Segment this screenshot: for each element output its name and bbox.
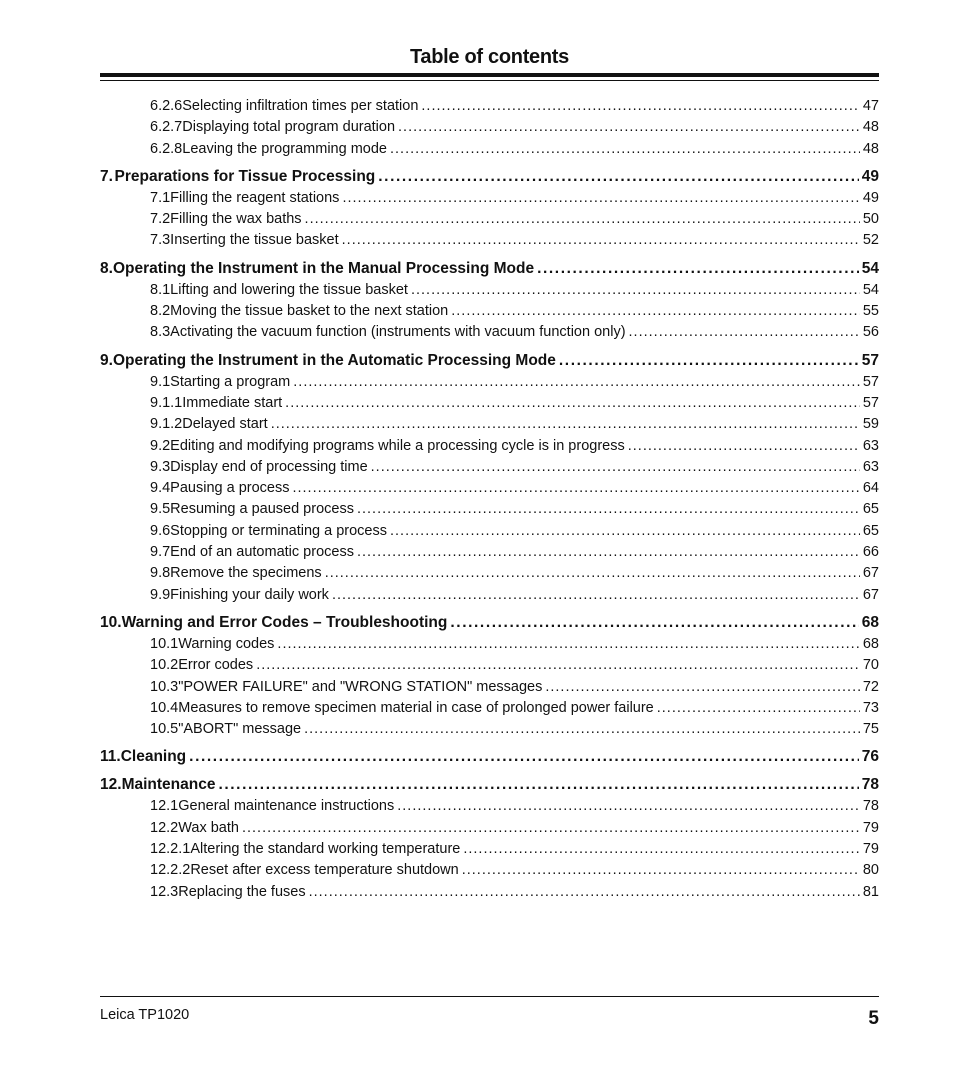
toc-entry-page: 79 (862, 841, 879, 858)
toc-chapter-entry[interactable] (100, 614, 879, 636)
toc-entry-page: 54 (862, 281, 879, 298)
toc-section-entry[interactable] (100, 374, 879, 395)
toc-entry-title: Editing and modifying programs while a processing cycle is in progress (170, 437, 625, 454)
toc-entry-number: 9.3 (150, 458, 171, 475)
toc-entry-number: 12.1 (150, 798, 179, 815)
toc-entry-page: 67 (862, 565, 879, 582)
toc-section-entry[interactable] (100, 862, 879, 883)
toc-entry-number: 7.1 (150, 189, 171, 206)
toc-entry-page: 81 (862, 883, 879, 900)
toc-entry-number: 10.3 (150, 678, 179, 695)
footer-rule (100, 996, 879, 997)
toc-entry-page: 65 (862, 501, 879, 518)
toc-entry-title: Stopping or terminating a process (170, 522, 387, 539)
toc-entry-number: 6.2.8 (150, 140, 183, 157)
toc-entry-title: Lifting and lowering the tissue basket (170, 281, 408, 298)
toc-section-entry[interactable] (100, 98, 879, 119)
toc-entry-title: Operating the Instrument in the Manual Processing Mode (112, 259, 535, 277)
toc-entry-page: 48 (862, 140, 879, 157)
toc-entry-number: 8.2 (150, 303, 171, 320)
toc-section-entry[interactable] (100, 303, 879, 324)
toc-dot-leader (357, 544, 860, 560)
toc-entry-number: 10.4 (150, 699, 179, 716)
table-of-contents (100, 98, 879, 905)
toc-chapter-entry[interactable] (100, 748, 879, 770)
toc-dot-leader (292, 480, 859, 496)
toc-section-entry[interactable] (100, 324, 879, 345)
toc-entry-number: 9.2 (150, 437, 171, 454)
footer-page-number: 5 (868, 1008, 879, 1029)
toc-entry-number: 9.1.1 (150, 394, 183, 411)
toc-dot-leader (559, 352, 859, 370)
toc-entry-title: End of an automatic process (170, 544, 354, 561)
toc-entry-title: Cleaning (120, 748, 187, 766)
toc-section-entry[interactable] (100, 438, 879, 459)
toc-section-entry[interactable] (100, 884, 879, 905)
toc-entry-number: 7. (100, 167, 113, 185)
toc-dot-leader (271, 416, 860, 432)
toc-entry-page: 57 (861, 351, 879, 369)
toc-section-entry[interactable] (100, 657, 879, 678)
toc-dot-leader (378, 168, 858, 186)
toc-entry-number: 12.2.1 (150, 841, 191, 858)
toc-entry-title: Moving the tissue basket to the next station (170, 303, 449, 320)
toc-entry-number: 11. (100, 748, 121, 766)
toc-entry-page: 50 (862, 211, 879, 228)
toc-entry-title: Error codes (178, 657, 254, 674)
title-rule-thick (100, 73, 879, 77)
toc-entry-page: 57 (862, 394, 879, 411)
toc-chapter-entry[interactable] (100, 260, 879, 282)
toc-entry-page: 59 (862, 416, 879, 433)
toc-dot-leader (629, 324, 860, 340)
toc-entry-page: 47 (862, 98, 879, 114)
toc-entry-page: 54 (861, 259, 879, 277)
toc-dot-leader (277, 636, 859, 652)
toc-entry-title: Filling the reagent stations (170, 189, 340, 206)
toc-entry-title: Preparations for Tissue Processing (114, 167, 376, 185)
toc-section-entry[interactable] (100, 211, 879, 232)
toc-section-entry[interactable] (100, 119, 879, 140)
toc-section-entry[interactable] (100, 798, 879, 819)
toc-entry-title: Reset after excess temperature shutdown (190, 862, 459, 879)
toc-section-entry[interactable] (100, 282, 879, 303)
toc-entry-number: 10.5 (150, 721, 179, 738)
toc-section-entry[interactable] (100, 232, 879, 253)
toc-entry-number: 8.3 (150, 324, 171, 341)
toc-entry-number: 8.1 (150, 281, 171, 298)
toc-entry-number: 12.3 (150, 883, 179, 900)
toc-dot-leader (463, 841, 860, 857)
toc-entry-number: 7.2 (150, 211, 171, 228)
toc-dot-leader (628, 438, 860, 454)
toc-entry-number: 7.3 (150, 232, 171, 249)
toc-entry-title: General maintenance instructions (178, 798, 395, 815)
toc-entry-number: 6.2.6 (150, 98, 183, 114)
footer-product-name: Leica TP1020 (100, 1007, 190, 1023)
toc-entry-title: Inserting the tissue basket (170, 232, 339, 249)
toc-entry-page: 65 (862, 522, 879, 539)
toc-dot-leader (293, 374, 860, 390)
toc-dot-leader (309, 884, 860, 900)
toc-entry-title: Selecting infiltration times per station (182, 98, 419, 114)
toc-entry-title: Pausing a process (170, 480, 290, 497)
toc-entry-page: 70 (862, 657, 879, 674)
toc-dot-leader (342, 190, 859, 206)
toc-entry-title: Starting a program (170, 373, 291, 390)
toc-entry-title: Warning and Error Codes – Troubleshooting (121, 613, 448, 631)
toc-entry-page: 79 (862, 819, 879, 836)
toc-section-entry[interactable] (100, 395, 879, 416)
toc-dot-leader (332, 587, 860, 603)
toc-dot-leader (390, 141, 860, 157)
toc-entry-title: Displaying total program duration (182, 119, 396, 136)
toc-entry-page: 49 (861, 167, 879, 185)
toc-dot-leader (304, 721, 860, 737)
toc-entry-number: 6.2.7 (150, 119, 183, 136)
toc-dot-leader (325, 565, 860, 581)
toc-entry-page: 73 (862, 699, 879, 716)
title-rule-thin (100, 80, 879, 81)
toc-entry-title: Filling the wax baths (170, 211, 302, 228)
toc-entry-page: 66 (862, 544, 879, 561)
toc-section-entry[interactable] (100, 544, 879, 565)
toc-chapter-entry[interactable] (100, 352, 879, 374)
toc-entry-title: "POWER FAILURE" and "WRONG STATION" messages (178, 678, 543, 695)
toc-entry-number: 12.2.2 (150, 862, 191, 879)
toc-dot-leader (189, 748, 859, 766)
toc-section-entry[interactable] (100, 480, 879, 501)
toc-dot-leader (450, 614, 858, 632)
toc-entry-page: 56 (862, 324, 879, 341)
toc-entry-title: Resuming a paused process (170, 501, 354, 518)
toc-entry-page: 72 (862, 678, 879, 695)
toc-dot-leader (397, 798, 860, 814)
toc-section-entry[interactable] (100, 700, 879, 721)
toc-entry-number: 9.8 (150, 565, 171, 582)
toc-dot-leader (218, 776, 858, 794)
toc-entry-page: 52 (862, 232, 879, 249)
toc-entry-title: "ABORT" message (178, 721, 302, 738)
toc-section-entry[interactable] (100, 587, 879, 608)
toc-entry-page: 48 (862, 119, 879, 136)
toc-entry-title: Altering the standard working temperature (190, 841, 461, 858)
toc-section-entry[interactable] (100, 190, 879, 211)
toc-section-entry[interactable] (100, 721, 879, 742)
toc-chapter-entry[interactable] (100, 168, 879, 190)
toc-dot-leader (342, 232, 860, 248)
toc-entry-number: 12.2 (150, 819, 179, 836)
toc-entry-page: 49 (862, 189, 879, 206)
toc-dot-leader (411, 282, 860, 298)
toc-section-entry[interactable] (100, 679, 879, 700)
toc-entry-title: Activating the vacuum function (instruments with vacuum function only) (170, 324, 626, 341)
toc-dot-leader (421, 98, 859, 114)
toc-entry-number: 9.5 (150, 501, 171, 518)
toc-entry-title: Display end of processing time (170, 458, 368, 475)
toc-entry-number: 12. (100, 776, 122, 794)
toc-dot-leader (537, 260, 859, 278)
toc-dot-leader (357, 501, 860, 517)
toc-entry-title: Warning codes (178, 635, 275, 652)
toc-entry-number: 10. (100, 613, 122, 631)
toc-entry-title: Finishing your daily work (170, 586, 329, 603)
toc-dot-leader (390, 523, 860, 539)
toc-section-entry[interactable] (100, 841, 879, 862)
toc-dot-leader (256, 657, 860, 673)
toc-section-entry[interactable] (100, 636, 879, 657)
toc-entry-number: 9.1 (150, 373, 171, 390)
toc-entry-number: 9. (100, 351, 113, 369)
toc-section-entry[interactable] (100, 565, 879, 586)
toc-section-entry[interactable] (100, 416, 879, 437)
toc-dot-leader (451, 303, 860, 319)
toc-entry-page: 55 (862, 303, 879, 320)
toc-entry-title: Wax bath (178, 819, 239, 836)
toc-section-entry[interactable] (100, 501, 879, 522)
toc-dot-leader (371, 459, 860, 475)
toc-entry-page: 75 (862, 721, 879, 738)
toc-entry-title: Immediate start (182, 394, 283, 411)
toc-entry-page: 63 (862, 458, 879, 475)
toc-entry-page: 68 (861, 613, 879, 631)
toc-entry-number: 9.6 (150, 522, 171, 539)
toc-entry-number: 9.1.2 (150, 416, 183, 433)
toc-dot-leader (242, 820, 860, 836)
toc-entry-title: Replacing the fuses (178, 883, 306, 900)
toc-entry-page: 57 (862, 373, 879, 390)
toc-section-entry[interactable] (100, 820, 879, 841)
toc-entry-number: 9.9 (150, 586, 171, 603)
toc-chapter-entry[interactable] (100, 776, 879, 798)
toc-dot-leader (305, 211, 860, 227)
toc-entry-number: 9.4 (150, 480, 171, 497)
toc-entry-number: 10.2 (150, 657, 179, 674)
toc-entry-title: Operating the Instrument in the Automatic Processing Mode (112, 351, 556, 369)
toc-entry-title: Delayed start (182, 416, 268, 433)
toc-entry-title: Remove the specimens (170, 565, 322, 582)
toc-entry-number: 9.7 (150, 544, 171, 561)
toc-entry-title: Maintenance (121, 776, 216, 794)
toc-entry-page: 76 (861, 748, 879, 766)
toc-section-entry[interactable] (100, 459, 879, 480)
toc-entry-page: 68 (862, 635, 879, 652)
toc-entry-number: 8. (100, 259, 113, 277)
toc-dot-leader (398, 119, 860, 135)
toc-entry-page: 80 (862, 862, 879, 879)
toc-entry-title: Measures to remove specimen material in case of prolonged power failure (178, 699, 654, 716)
toc-entry-number: 10.1 (150, 635, 179, 652)
toc-dot-leader (657, 700, 860, 716)
toc-dot-leader (285, 395, 860, 411)
page-title: Table of contents (410, 46, 569, 68)
toc-dot-leader (545, 679, 860, 695)
toc-entry-page: 64 (862, 480, 879, 497)
toc-entry-page: 78 (862, 798, 879, 815)
toc-entry-title: Leaving the programming mode (182, 140, 387, 157)
toc-section-entry[interactable] (100, 141, 879, 162)
toc-entry-page: 63 (862, 437, 879, 454)
toc-section-entry[interactable] (100, 523, 879, 544)
toc-entry-page: 78 (861, 776, 879, 794)
toc-entry-page: 67 (862, 586, 879, 603)
toc-dot-leader (462, 862, 860, 878)
